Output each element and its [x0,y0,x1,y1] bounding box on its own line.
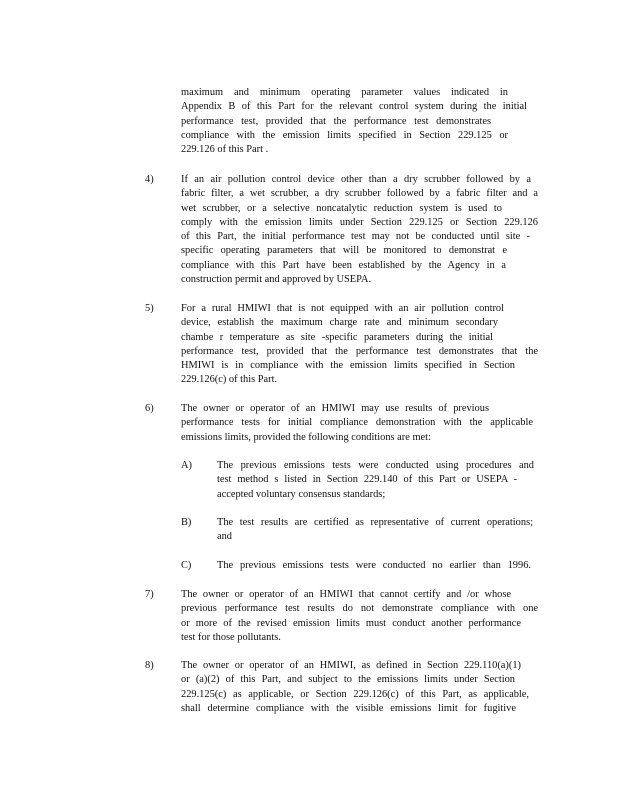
text-line: compliance with this Part have been established by the Agency in a [181,259,506,271]
item-paragraph [181,588,538,645]
text-line: The previous emissions tests were conducted using procedures and [217,460,534,471]
text-line: If an air pollution control device other than a dry scrubber followed by a [181,174,531,185]
text-line: wet scrubber, or a selective noncatalytic reduction system is used to [181,202,502,214]
continuation-paragraph [181,86,527,157]
item-paragraph [181,402,538,445]
text-line: 229.126(c) of this Part. [181,374,278,386]
text-line: The owner or operator of an HMIWI that cannot certify and /or whose [181,589,511,600]
subitem-paragraph [217,559,535,573]
text-line: or more of the revised emission limits must conduct another performance [181,617,521,629]
item-number: 5) [145,303,154,314]
text-line: device, establish the maximum charge rate and minimum secondary [181,317,498,329]
text-line: The test results are certified as representative of current operations; [217,517,533,528]
text-line: accepted voluntary consensus standards; [217,488,386,500]
item-number: 7) [145,589,154,600]
text-line: performance tests for initial compliance demonstration with the applicable [181,417,533,429]
subitem-paragraph [217,516,535,545]
text-line: chambe r temperature as site -specific parameters during the initial [181,331,493,343]
item-paragraph [181,173,538,287]
text-line: test for those pollutants. [181,631,281,643]
item-number: 8) [145,660,154,671]
item-number: 6) [145,403,154,414]
text-line: performance test, provided that the performance test demonstrates that the [181,345,538,357]
text-line: emissions limits, provided the following conditions are met: [181,431,431,443]
text-line: comply with the emission limits under Section 229.125 or Section 229.126 [181,216,538,228]
text-line: of this Part, the initial performance test may not be conducted until site - [181,231,530,243]
text-line: For a rural HMIWI that is not equipped with an air pollution control [181,303,504,314]
text-line: maximum and minimum operating parameter values indicated in [181,87,508,98]
subitem-paragraph [217,459,535,502]
subitem-number: A) [181,460,192,471]
text-line: specific operating parameters that will be monitored to demonstrat e [181,245,507,257]
text-line: The owner or operator of an HMIWI, as defined in Section 229.110(a)(1) [181,660,521,671]
text-line: fabric filter, a wet scrubber, a dry scrubber followed by a fabric filter and a [181,188,538,200]
text-line: The previous emissions tests were conducted no earlier than 1996. [217,560,531,571]
text-line: and [217,531,233,543]
text-line: The owner or operator of an HMIWI may use results of previous [181,403,489,414]
text-line: performance test, provided that the performance test demonstrates [181,115,491,127]
subitem-number: B) [181,517,192,528]
text-line: or (a)(2) of this Part, and subject to the emissions limits under Section [181,674,515,686]
text-line: test method s listed in Section 229.140 of this Part or USEPA - [217,474,517,486]
text-line: shall determine compliance with the visible emissions limit for fugitive [181,702,516,714]
item-paragraph [181,659,538,716]
text-line: previous performance test results do not demonstrate compliance with one [181,603,538,615]
item-paragraph [181,302,538,388]
item-number: 4) [145,174,154,185]
text-line: compliance with the emission limits specified in Section 229.125 or [181,129,508,141]
text-line: HMIWI is in compliance with the emission limits specified in Section [181,360,515,372]
text-line: Appendix B of this Part for the relevant control system during the initial [181,101,527,113]
subitem-number: C) [181,560,192,571]
text-line: 229.126 of this Part . [181,144,269,156]
text-line: 229.125(c) as applicable, or Section 229.126(c) of this Part, as applicable, [181,688,529,700]
text-line: construction permit and approved by USEPA. [181,274,372,286]
